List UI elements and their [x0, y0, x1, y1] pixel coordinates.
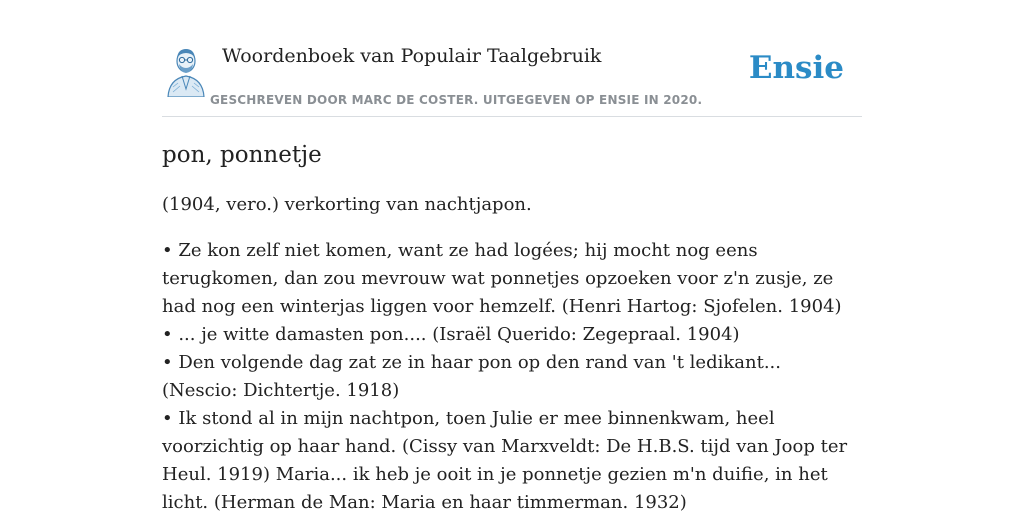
entry-content [162, 138, 852, 512]
author-byline: GESCHREVEN DOOR MARC DE COSTER. UITGEGEVEN OP ENSIE IN 2020. [210, 93, 703, 107]
quote-item: • Ze kon zelf niet komen, want ze had logées; hij mocht nog eens terugkomen, dan zou mevrouw wat ponnetjes opzoeken voor z'n zusje, ze had nog een winterjas liggen voor hemzelf. (Henri Hartog: Sjofelen. 1904) [162, 240, 842, 317]
quote-item: • Ik stond al in mijn nachtpon, toen Julie er mee binnenkwam, heel voorzichtig op haar hand. (Cissy van Marxveldt: De H.B.S. tijd van Joop ter Heul. 1919) Maria... ik heb je ooit in je ponnetje gezien m'n duifie, in het licht. (Herman de Man: Maria en haar timmerman. 1932) [162, 408, 848, 512]
author-portrait-icon [164, 45, 208, 97]
book-title[interactable]: Woordenboek van Populair Taalgebruik [222, 45, 602, 67]
quotes-list [162, 237, 852, 512]
ensie-logo-link[interactable]: Ensie [748, 50, 844, 86]
quote-item: • Den volgende dag zat ze in haar pon op den rand van 't ledikant... (Nescio: Dichtertje. 1918) [162, 352, 781, 401]
page-header [162, 40, 862, 117]
entry-term: pon, ponnetje [162, 142, 322, 168]
quote-item: • ... je witte damasten pon.... (Israël Querido: Zegepraal. 1904) [162, 324, 740, 345]
entry-definition: (1904, vero.) verkorting van nachtjapon. [162, 194, 532, 215]
